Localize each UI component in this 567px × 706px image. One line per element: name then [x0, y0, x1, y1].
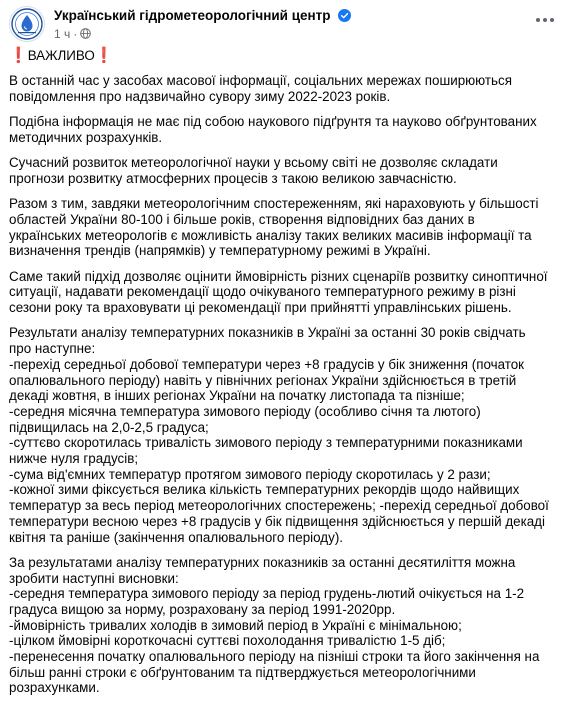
page-name[interactable]: Український гідрометеорологічний центр: [54, 8, 331, 23]
conclusions-intro: За результатами аналізу температурних показників за останні десятиліття можна зробити наступні висновки:: [9, 554, 516, 586]
headline-text: ВАЖЛИВО: [27, 48, 95, 63]
red-exclamation-icon: ❗: [9, 47, 28, 65]
post-paragraph: В останній час у засобах масової інформації, соціальних мережах поширюються повідомлення про надзвичайно сувору зиму 2022-2023 років.: [9, 73, 512, 104]
more-options-icon[interactable]: [533, 10, 557, 30]
results-block: [9, 325, 549, 545]
post-paragraph: Разом з тим, завдяки метеорологічним спостереженням, які нараховують у більшості областей України 80-100 і більше років, створення відповідних баз даних в українських метеорологів є можливість аналізу таких великих масивів інформації та визначення трендів (напрямків) у температурному режимі в Україні.: [9, 196, 539, 259]
conclusions-item: -перенесення початку опалювального періоду на пізніші строки та його закінчення на більш ранні строки є обґрунтованим та підтверджується метеорологічними розрахунками.: [9, 649, 540, 696]
globe-icon[interactable]: [80, 28, 91, 39]
conclusions-item: -ймовірність тривалих холодів в зимовий період в Україні є мінімальною;: [9, 617, 462, 633]
page-name-link[interactable]: [54, 8, 351, 23]
results-item: -перехід середньої добової температури через +8 градусів у бік зниження (початок опалювального періоду) навіть у північних регіонах України здійснюється в третій декаді жовтня, в інших регіонах України на початку листопада та пізніше;: [9, 356, 525, 404]
verified-badge-icon: [338, 9, 351, 22]
conclusions-block: [9, 555, 549, 696]
meta-separator: ·: [73, 27, 78, 41]
post-paragraph: Подібна інформація не має під собою наукового підґрунтя та науково обґрунтованих методичних розрахунків.: [9, 114, 537, 145]
more-dot: [543, 18, 547, 22]
red-exclamation-icon: ❗: [94, 47, 114, 65]
results-item: -сума від'ємних температур протягом зимового періоду скоротилась у 2 рази;: [9, 466, 491, 482]
post-headline: [9, 48, 549, 64]
conclusions-item: -цілком ймовірні короткочасні суттєві похолодання тривалістю 1-5 діб;: [9, 633, 446, 649]
more-dot: [536, 18, 540, 22]
post-meta: [54, 27, 91, 41]
more-dot: [550, 18, 554, 22]
ukrhydromet-logo-icon: [10, 7, 44, 41]
results-item: -суттєво скоротилась тривалість зимового періоду з температурними показниками нижче нуля градусів;: [9, 435, 523, 467]
post-header: [0, 0, 567, 44]
page-avatar[interactable]: [9, 6, 45, 42]
post-paragraph: Саме такий підхід дозволяє оцінити ймовірність різних сценаріїв розвитку синоптичної ситуації, надавати рекомендації щодо очікуваного температурного режиму в різні сезони року та враховувати ці рекомендації при прийнятті управлінських рішень.: [9, 268, 548, 316]
results-intro: Результати аналізу температурних показників в Україні за останні 30 років свідчать про наступне:: [9, 325, 526, 357]
post-text: [9, 48, 549, 706]
post-paragraph: Сучасний розвиток метеорологічної науки у всьому світі не дозволяє складати прогнози розвитку атмосферних процесів з такою великою завчасністю.: [9, 155, 498, 186]
conclusions-item: -середня температура зимового періоду за період грудень-лютий очікується на 1-2 градуса вищою за норму, розраховану за період 1991-2020рр.: [9, 586, 525, 617]
post-timestamp[interactable]: 1 ч: [54, 27, 71, 41]
results-item: -кожної зими фіксується велика кількість температурних рекордів щодо найвищих температур за весь період метеорологічних спостережень; -перехід середньої добової температури весною через +8 градусів у бік підвищення здійснюється у першій декаді квітня та раніше (закінчення опалювального періоду).: [9, 482, 549, 545]
results-item: -середня місячна температура зимового періоду (особливо січня та лютого) підвищилась на 2,0-2,5 градуса;: [9, 403, 481, 435]
